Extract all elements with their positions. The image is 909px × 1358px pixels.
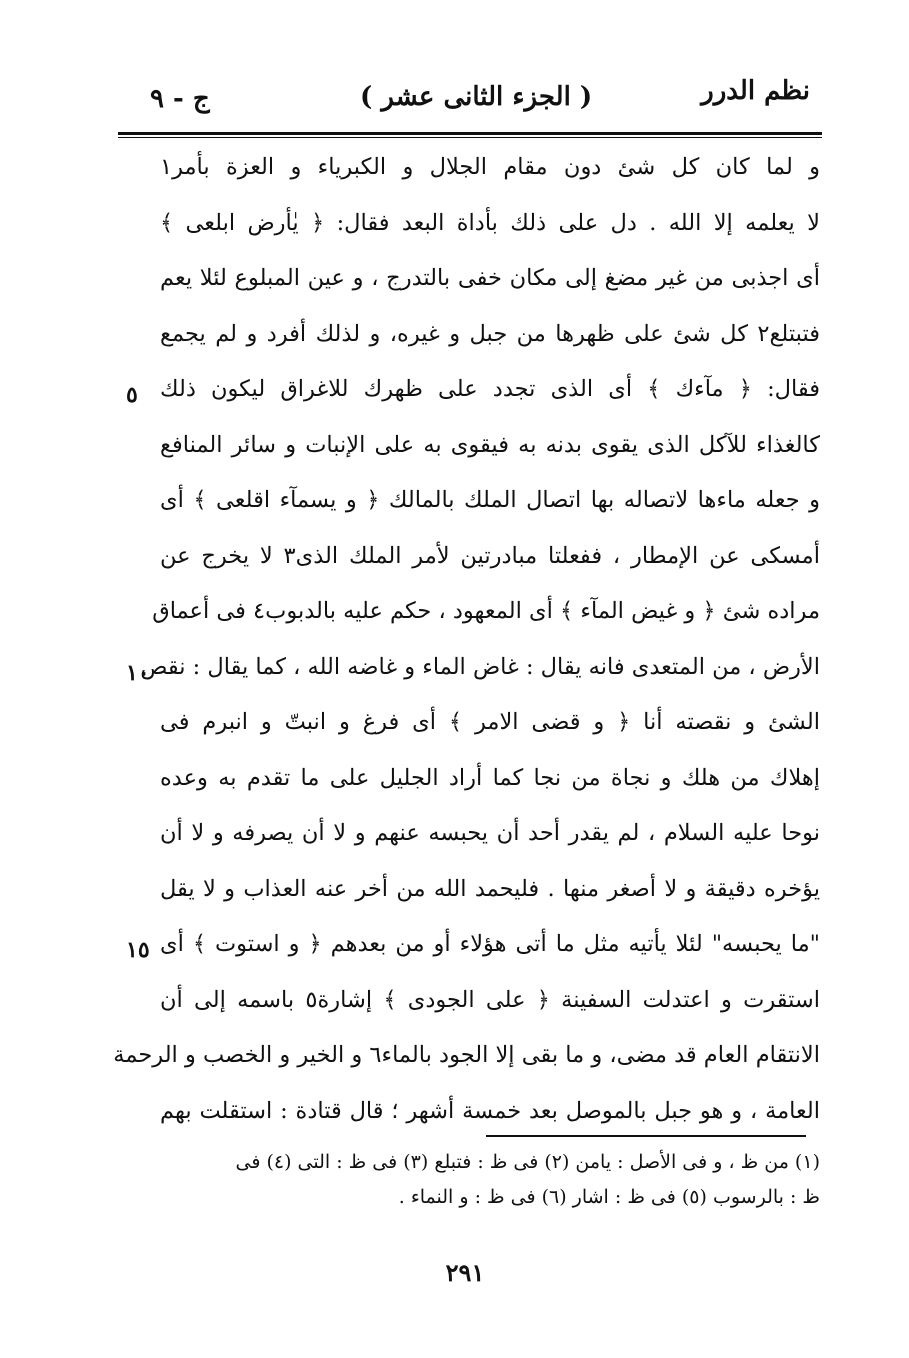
text-line: مراده شئ ﴿ و غيض المآء ﴾ أى المعهود ، حكم عليه بالدبوب٤ فى أعماق [152,598,820,624]
header-rule [118,132,822,135]
line-number-10: ١٠ [126,660,150,686]
page-number: ٢٩١ [445,1258,485,1287]
footnotes [160,1145,820,1215]
text-line: "ما يحبسه" لئلا يأتيه مثل ما أتى هؤلاء أو من بعدهم ﴿ و استوت ﴾ أى [160,931,820,957]
footnote-line: (١) من ظ ، و فى الأصل : يامن (٢) فى ظ : فتبلع (٣) فى ظ : التى (٤) فى [235,1151,820,1173]
footnote-rule [486,1135,806,1137]
text-line: كالغذاء للآكل الذى يقوى بدنه به فيقوى به على الإنبات و سائر المنافع [160,431,820,458]
text-line: الانتقام العام قد مضى، و ما بقى إلا الجود بالماء٦ و الخير و الخصب و الرحمة [113,1042,820,1068]
text-line: العامة ، و هو جبل بالموصل بعد خمسة أشهر ؛ قال قتادة : استقلت بهم [160,1097,820,1124]
line-number-5: ٥ [126,382,138,408]
text-line: نوحا عليه السلام ، لم يقدر أحد أن يحبسه عنهم و لا أن يصرفه و لا أن [160,820,820,846]
line-number-15: ١٥ [126,937,150,963]
text-line: الأرض ، من المتعدى فانه يقال : غاض الماء و غاضه الله ، كما يقال : نقص [140,653,820,680]
text-line: استقرت و اعتدلت السفينة ﴿ على الجودى ﴾ إشارة٥ باسمه إلى أن [160,986,821,1013]
text-line: أى اجذبى من غير مضغ إلى مكان خفى بالتدرج ، و عين المبلوع لئلا يعم [160,265,820,291]
text-line: يؤخره دقيقة و لا أصغر منها . فليحمد الله من أخر عنه العذاب و لا يقل [160,875,820,902]
text-line: و لما كان كل شئ دون مقام الجلال و الكبرياء و العزة بأمر١ [160,154,820,180]
header-rule-thin [118,137,822,138]
part-label: ( الجزء الثانى عشر ) [360,82,593,112]
text-line: فقال: ﴿ مآءك ﴾ أى الذى تجدد على ظهرك للاغراق ليكون ذلك [160,376,820,402]
text-line: فتبتلع٢ كل شئ على ظهرها من جبل و غيره، و لذلك أفرد و لم يجمع [160,320,820,347]
book-title: نظم الدرر [701,76,810,106]
footnote-line: ظ : بالرسوب (٥) فى ظ : اشار (٦) فى ظ : و النماء . [398,1186,820,1208]
volume-label: ج - ٩ [150,84,210,114]
text-line: الشئ و نقصته أنا ﴿ و قضى الامر ﴾ أى فرغ و انبتّ و انبرم فى [160,709,820,735]
text-line: أمسكى عن الإمطار ، ففعلتا مبادرتين لأمر الملك الذى٣ لا يخرج عن [160,542,820,569]
text-line: إهلاك من هلك و نجاة من نجا كما أراد الجليل على ما تقدم به وعده [160,764,820,791]
text-line: و جعله ماءها لاتصاله بها اتصال الملك بالمالك ﴿ و يسمآء اقلعى ﴾ أى [160,487,820,513]
text-line: لا يعلمه إلا الله . دل على ذلك بأداة البعد فقال: ﴿ يٰأرض ابلعى ﴾ [160,209,820,236]
page-header [120,70,820,130]
